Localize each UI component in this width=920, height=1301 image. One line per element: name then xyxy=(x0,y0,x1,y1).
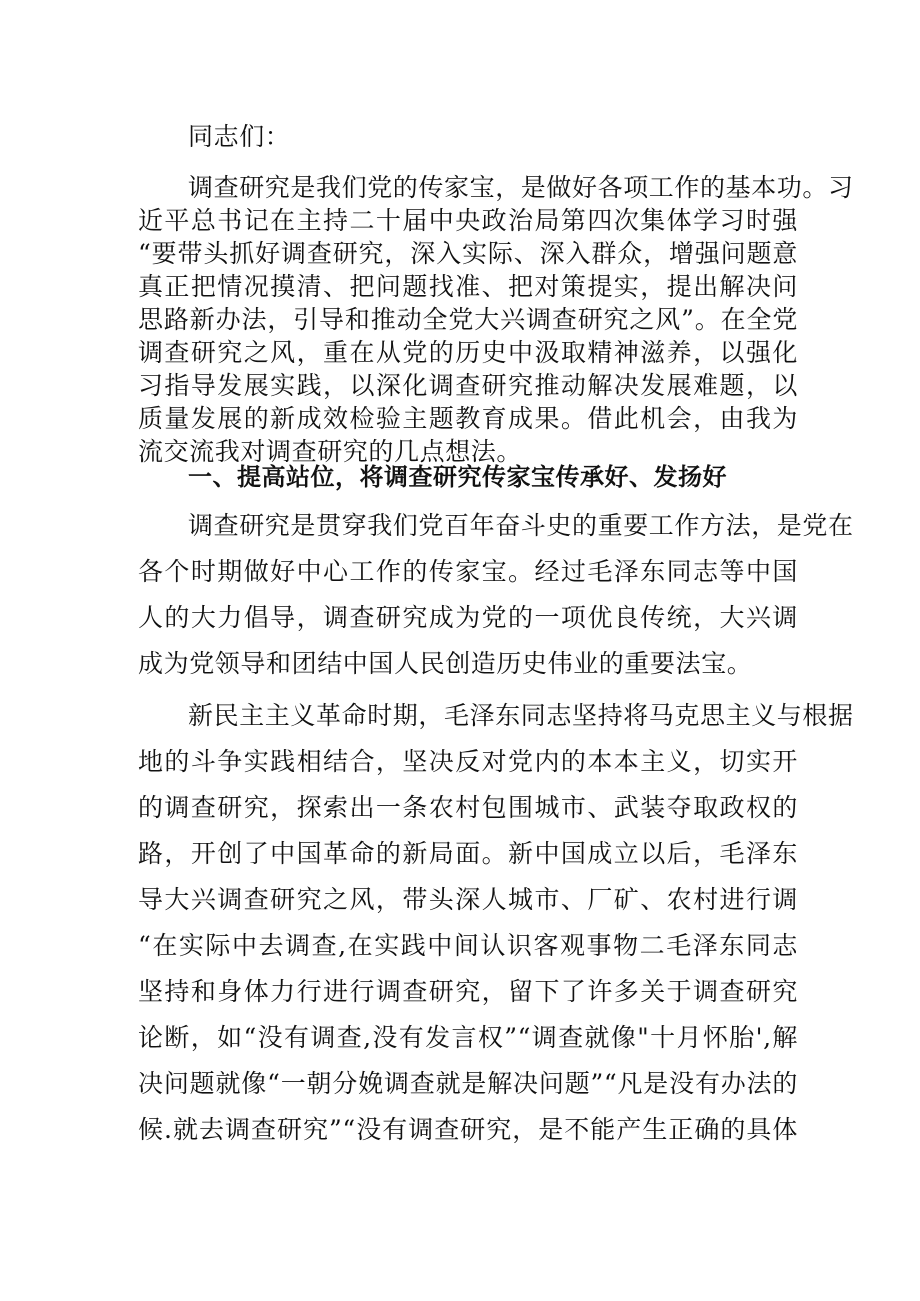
intro-line-1: 调查研究是我们党的传家宝，是做好各项工作的基本功。习 xyxy=(188,173,854,202)
section1-p2-line-10: 候.就去调查研究”“没有调查研究，是不能产生正确的具体 xyxy=(138,1115,798,1144)
section1-p2-line-8: 论断，如“没有调查,没有发言权”“调查就像"十月怀胎',解 xyxy=(138,1023,798,1052)
section1-p1-line-3: 人的大力倡导，调查研究成为党的一项优良传统，大兴调 xyxy=(138,603,798,632)
intro-line-2: 近平总书记在主持二十届中央政治局第四次集体学习时强 xyxy=(138,206,798,235)
section1-p2-line-2: 地的斗争实践相结合，坚决反对党内的本本主义，切实开 xyxy=(138,747,798,776)
intro-line-5: 思路新办法，引导和推动全党大兴调查研究之风”。在全党 xyxy=(138,305,798,334)
section-heading: 一、提高站位，将调查研究传家宝传承好、发扬好 xyxy=(188,463,727,491)
section1-p2-line-4: 路，开创了中国革命的新局面。新中国成立以后，毛泽东 xyxy=(138,839,798,868)
intro-line-7: 习指导发展实践，以深化调查研究推动解决发展难题，以 xyxy=(138,371,798,400)
intro-line-4: 真正把情况摸清、把问题找准、把对策提实，提出解决问 xyxy=(138,272,798,301)
section1-p2-line-3: 的调查研究，探索出一条农村包围城市、武装夺取政权的 xyxy=(138,793,798,822)
intro-line-3: “要带头抓好调查研究，深入实际、深入群众，增强问题意 xyxy=(138,239,798,268)
intro-line-6: 调查研究之风，重在从党的历史中汲取精神滋养，以强化 xyxy=(138,338,798,367)
section1-p2-line-9: 决问题就像“一朝分娩调查就是解决问题”“凡是没有办法的 xyxy=(138,1069,798,1098)
section1-p2-line-6: “在实际中去调查,在实践中间认识客观事物二毛泽东同志 xyxy=(138,931,798,960)
salutation: 同志们： xyxy=(188,122,291,151)
section1-p2-line-5: 导大兴调查研究之风，带头深人城市、厂矿、农村进行调 xyxy=(138,885,798,914)
intro-line-9: 流交流我对调查研究的几点想法。 xyxy=(138,437,523,466)
section1-p2-line-7: 坚持和身体力行进行调查研究，留下了许多关于调查研究 xyxy=(138,977,798,1006)
section1-p1-line-4: 成为党领导和团结中国人民创造历史伟业的重要法宝。 xyxy=(138,649,753,678)
intro-line-8: 质量发展的新成效检验主题教育成果。借此机会，由我为 xyxy=(138,404,798,433)
section1-p2-line-1: 新民主主义革命时期，毛泽东同志坚持将马克思主义与根据 xyxy=(188,701,854,730)
section1-p1-line-2: 各个时期做好中心工作的传家宝。经过毛泽东同志等中国 xyxy=(138,557,798,586)
section1-p1-line-1: 调查研究是贯穿我们党百年奋斗史的重要工作方法，是党在 xyxy=(188,511,854,540)
